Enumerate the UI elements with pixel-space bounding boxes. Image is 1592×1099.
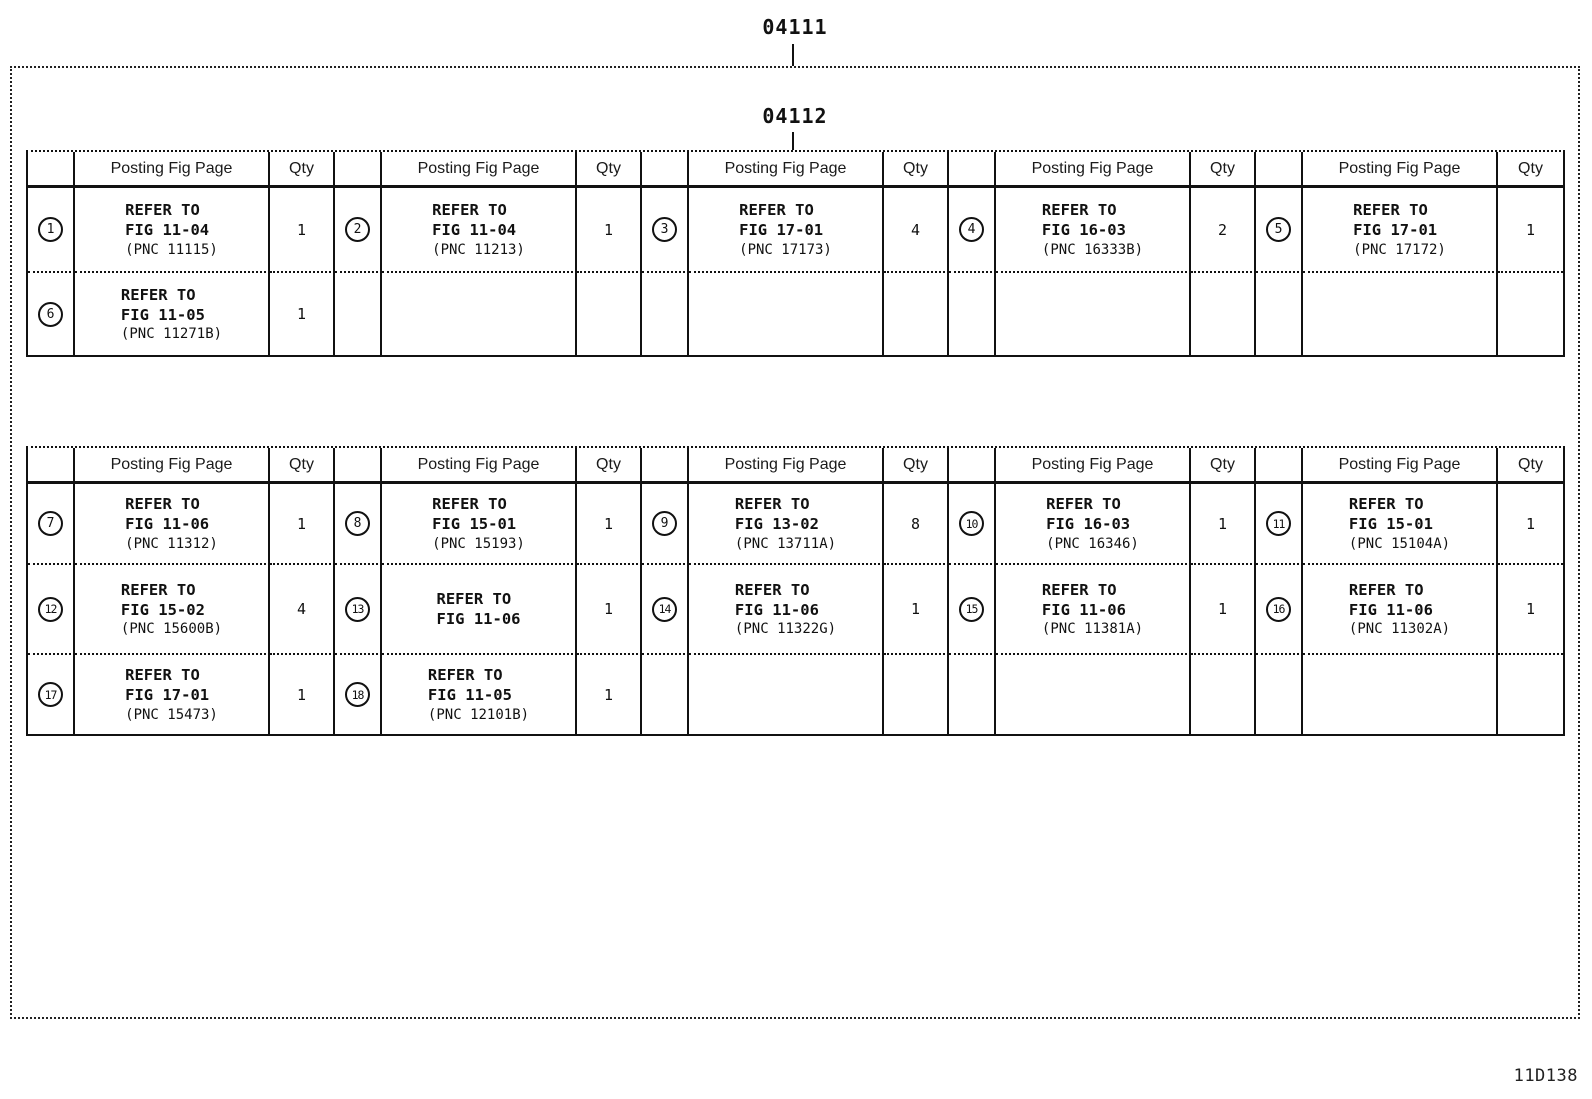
- refer-to-line: REFER TO: [120, 580, 196, 599]
- callout-cell: [28, 655, 75, 734]
- fig-number-line: FIG 15-02: [120, 600, 205, 619]
- callout-number-circle: 4: [959, 217, 984, 242]
- reference-table-2: [26, 446, 1565, 736]
- qty-value: 1: [1217, 514, 1228, 533]
- callout-number-circle: 1: [38, 217, 63, 242]
- refer-to-line: REFER TO: [125, 201, 200, 220]
- column-header-qty: Qty: [577, 448, 642, 484]
- qty-cell: [1191, 484, 1256, 565]
- callout-cell: [642, 484, 689, 565]
- qty-value: 1: [1217, 600, 1228, 618]
- header-spacer-cell: [642, 152, 689, 188]
- qty-cell: [884, 655, 949, 734]
- column-header-qty: Qty: [577, 152, 642, 188]
- qty-value: 1: [1525, 600, 1536, 618]
- header-spacer-cell: [642, 448, 689, 484]
- header-spacer-cell: [28, 152, 75, 188]
- pnc-line: (PNC 11213): [432, 241, 525, 258]
- pnc-line: (PNC 15193): [432, 535, 525, 552]
- figure-reference-cell[interactable]: [1303, 565, 1498, 655]
- callout-cell: [28, 273, 75, 355]
- fig-number-line: FIG 11-05: [427, 686, 512, 705]
- callout-cell: [949, 484, 996, 565]
- figure-reference-text: [1042, 580, 1143, 638]
- callout-number-circle: 7: [38, 511, 63, 536]
- qty-cell: [270, 655, 335, 734]
- figure-reference-cell[interactable]: [75, 655, 270, 734]
- figure-reference-cell[interactable]: [382, 565, 577, 655]
- callout-number-circle: 10: [959, 511, 984, 536]
- assembly-code-label: 04111: [762, 15, 828, 39]
- pnc-line: (PNC 15600B): [120, 621, 223, 638]
- figure-reference-text: [1349, 494, 1450, 552]
- header-spacer-cell: [1256, 152, 1303, 188]
- figure-reference-cell[interactable]: [996, 484, 1191, 565]
- fig-number-line: FIG 17-01: [739, 221, 824, 240]
- callout-cell: [642, 273, 689, 355]
- refer-to-line: REFER TO: [427, 666, 503, 685]
- callout-cell: [335, 273, 382, 355]
- figure-reference-cell[interactable]: [689, 484, 884, 565]
- callout-number-circle: 17: [38, 682, 63, 707]
- pnc-line: (PNC 17173): [739, 241, 832, 258]
- callout-cell: [949, 273, 996, 355]
- qty-cell: [884, 273, 949, 355]
- callout-cell: [28, 484, 75, 565]
- fig-number-line: FIG 11-04: [125, 221, 210, 240]
- pnc-line: (PNC 17172): [1353, 241, 1446, 258]
- refer-to-line: REFER TO: [432, 495, 507, 514]
- fig-number-line: FIG 15-01: [1348, 515, 1433, 534]
- figure-reference-cell[interactable]: [1303, 484, 1498, 565]
- figure-reference-text: [437, 589, 521, 629]
- figure-reference-text: [121, 580, 222, 638]
- header-spacer-cell: [949, 152, 996, 188]
- fig-number-line: FIG 16-03: [1046, 515, 1131, 534]
- pnc-line: (PNC 15473): [125, 706, 218, 723]
- qty-value: 2: [1217, 220, 1228, 239]
- callout-number-circle: 13: [345, 597, 370, 622]
- fig-number-line: FIG 11-05: [120, 305, 205, 324]
- qty-cell: [270, 565, 335, 655]
- qty-cell: [270, 273, 335, 355]
- qty-cell: [884, 565, 949, 655]
- pnc-line: (PNC 13711A): [734, 535, 837, 552]
- callout-number-circle: 5: [1266, 217, 1291, 242]
- qty-value: 1: [296, 305, 307, 323]
- qty-cell: [577, 484, 642, 565]
- subassembly-code-leader-line: [792, 132, 794, 150]
- figure-reference-text: [121, 285, 222, 343]
- figure-reference-cell[interactable]: [996, 565, 1191, 655]
- figure-reference-cell: [1303, 655, 1498, 734]
- callout-number-circle: 6: [38, 302, 63, 327]
- figure-reference-cell[interactable]: [382, 655, 577, 734]
- figure-reference-cell[interactable]: [689, 565, 884, 655]
- callout-cell: [335, 188, 382, 273]
- refer-to-line: REFER TO: [125, 495, 200, 514]
- pnc-line: (PNC 11115): [125, 241, 218, 258]
- qty-cell: [1191, 273, 1256, 355]
- callout-number-circle: 3: [652, 217, 677, 242]
- pnc-line: (PNC 16333B): [1041, 241, 1144, 258]
- column-header-posting-fig-page: Posting Fig Page: [689, 448, 884, 484]
- pnc-line: (PNC 11302A): [1348, 621, 1451, 638]
- pnc-line: (PNC 11322G): [734, 621, 837, 638]
- qty-cell: [577, 188, 642, 273]
- callout-cell: [335, 655, 382, 734]
- qty-value: 1: [603, 514, 614, 533]
- column-header-posting-fig-page: Posting Fig Page: [382, 152, 577, 188]
- figure-reference-text: [428, 665, 529, 723]
- column-header-posting-fig-page: Posting Fig Page: [1303, 152, 1498, 188]
- fig-number-line: FIG 11-06: [1041, 600, 1126, 619]
- figure-reference-cell[interactable]: [689, 188, 884, 273]
- column-header-qty: Qty: [270, 152, 335, 188]
- refer-to-line: REFER TO: [1348, 495, 1424, 514]
- assembly-code-leader-line: [792, 44, 794, 66]
- callout-cell: [949, 655, 996, 734]
- figure-reference-cell[interactable]: [382, 188, 577, 273]
- figure-reference-cell[interactable]: [75, 565, 270, 655]
- column-header-posting-fig-page: Posting Fig Page: [1303, 448, 1498, 484]
- qty-cell: [577, 565, 642, 655]
- figure-reference-text: [432, 200, 525, 258]
- qty-value: 1: [603, 685, 614, 704]
- callout-cell: [642, 188, 689, 273]
- figure-reference-text: [1353, 200, 1446, 258]
- callout-cell: [949, 188, 996, 273]
- column-header-qty: Qty: [1191, 448, 1256, 484]
- figure-reference-cell[interactable]: [1303, 188, 1498, 273]
- callout-cell: [1256, 484, 1303, 565]
- fig-number-line: FIG 11-06: [436, 610, 521, 628]
- qty-value: 1: [603, 220, 614, 239]
- reference-table-1: [26, 150, 1565, 357]
- fig-number-line: FIG 11-06: [1348, 600, 1433, 619]
- fig-number-line: FIG 15-01: [432, 515, 517, 534]
- qty-value: 1: [603, 600, 614, 618]
- figure-reference-text: [1042, 200, 1143, 258]
- pnc-line: (PNC 11381A): [1041, 621, 1144, 638]
- qty-cell: [1498, 273, 1563, 355]
- figure-reference-cell[interactable]: [75, 484, 270, 565]
- qty-cell: [270, 188, 335, 273]
- qty-cell: [1498, 655, 1563, 734]
- pnc-line: (PNC 16346): [1046, 535, 1139, 552]
- figure-reference-cell: [996, 655, 1191, 734]
- header-spacer-cell: [28, 448, 75, 484]
- figure-reference-text: [1046, 494, 1139, 552]
- callout-cell: [335, 484, 382, 565]
- pnc-line: (PNC 15104A): [1348, 535, 1451, 552]
- fig-number-line: FIG 11-06: [125, 515, 210, 534]
- callout-cell: [1256, 655, 1303, 734]
- refer-to-line: REFER TO: [436, 589, 512, 608]
- figure-reference-cell: [382, 273, 577, 355]
- qty-value: 1: [296, 514, 307, 533]
- column-header-posting-fig-page: Posting Fig Page: [996, 152, 1191, 188]
- qty-cell: [1191, 188, 1256, 273]
- qty-value: 8: [910, 514, 921, 533]
- column-header-posting-fig-page: Posting Fig Page: [75, 152, 270, 188]
- qty-cell: [577, 655, 642, 734]
- column-header-posting-fig-page: Posting Fig Page: [382, 448, 577, 484]
- figure-reference-text: [735, 494, 836, 552]
- refer-to-line: REFER TO: [739, 201, 814, 220]
- figure-reference-text: [739, 200, 832, 258]
- callout-number-circle: 14: [652, 597, 677, 622]
- header-spacer-cell: [335, 448, 382, 484]
- header-spacer-cell: [1256, 448, 1303, 484]
- column-header-posting-fig-page: Posting Fig Page: [689, 152, 884, 188]
- figure-reference-text: [125, 200, 218, 258]
- column-header-qty: Qty: [884, 152, 949, 188]
- figure-reference-cell: [689, 655, 884, 734]
- refer-to-line: REFER TO: [1046, 495, 1121, 514]
- figure-reference-cell: [689, 273, 884, 355]
- callout-cell: [642, 565, 689, 655]
- fig-number-line: FIG 17-01: [1353, 221, 1438, 240]
- figure-reference-text: [125, 494, 218, 552]
- qty-cell: [1191, 655, 1256, 734]
- refer-to-line: REFER TO: [125, 666, 200, 685]
- column-header-posting-fig-page: Posting Fig Page: [996, 448, 1191, 484]
- qty-cell: [884, 188, 949, 273]
- qty-value: 1: [296, 220, 307, 239]
- pnc-line: (PNC 11271B): [120, 326, 223, 343]
- refer-to-line: REFER TO: [1041, 201, 1117, 220]
- callout-number-circle: 15: [959, 597, 984, 622]
- column-header-qty: Qty: [1191, 152, 1256, 188]
- column-header-posting-fig-page: Posting Fig Page: [75, 448, 270, 484]
- callout-number-circle: 8: [345, 511, 370, 536]
- refer-to-line: REFER TO: [734, 495, 810, 514]
- refer-to-line: REFER TO: [432, 201, 507, 220]
- refer-to-line: REFER TO: [1353, 201, 1428, 220]
- callout-cell: [642, 655, 689, 734]
- figure-reference-text: [432, 494, 525, 552]
- qty-cell: [577, 273, 642, 355]
- fig-number-line: FIG 17-01: [125, 686, 210, 705]
- callout-number-circle: 2: [345, 217, 370, 242]
- column-header-qty: Qty: [1498, 448, 1563, 484]
- refer-to-line: REFER TO: [120, 285, 196, 304]
- header-spacer-cell: [335, 152, 382, 188]
- qty-cell: [1498, 188, 1563, 273]
- subassembly-code-label: 04112: [762, 104, 828, 128]
- figure-reference-cell[interactable]: [382, 484, 577, 565]
- figure-reference-text: [1349, 580, 1450, 638]
- callout-number-circle: 11: [1266, 511, 1291, 536]
- qty-value: 1: [1525, 514, 1536, 533]
- pnc-line: (PNC 11312): [125, 535, 218, 552]
- figure-reference-text: [125, 665, 218, 723]
- qty-cell: [1498, 565, 1563, 655]
- qty-cell: [270, 484, 335, 565]
- refer-to-line: REFER TO: [1041, 580, 1117, 599]
- callout-cell: [949, 565, 996, 655]
- callout-cell: [1256, 565, 1303, 655]
- qty-value: 4: [296, 600, 307, 618]
- callout-cell: [1256, 273, 1303, 355]
- figure-reference-cell[interactable]: [996, 188, 1191, 273]
- figure-reference-text: [735, 580, 836, 638]
- drawing-code-label: 11D138: [1513, 1066, 1578, 1086]
- fig-number-line: FIG 11-06: [734, 600, 819, 619]
- fig-number-line: FIG 13-02: [734, 515, 819, 534]
- callout-number-circle: 18: [345, 682, 370, 707]
- header-spacer-cell: [949, 448, 996, 484]
- callout-cell: [28, 188, 75, 273]
- fig-number-line: FIG 16-03: [1041, 221, 1126, 240]
- callout-cell: [1256, 188, 1303, 273]
- qty-value: 1: [910, 600, 921, 618]
- callout-cell: [28, 565, 75, 655]
- callout-number-circle: 9: [652, 511, 677, 536]
- column-header-qty: Qty: [270, 448, 335, 484]
- fig-number-line: FIG 11-04: [432, 221, 517, 240]
- callout-cell: [335, 565, 382, 655]
- callout-number-circle: 16: [1266, 597, 1291, 622]
- figure-reference-cell[interactable]: [75, 188, 270, 273]
- callout-number-circle: 12: [38, 597, 63, 622]
- pnc-line: (PNC 12101B): [427, 706, 530, 723]
- figure-reference-cell[interactable]: [75, 273, 270, 355]
- qty-cell: [1191, 565, 1256, 655]
- column-header-qty: Qty: [884, 448, 949, 484]
- figure-reference-cell: [1303, 273, 1498, 355]
- qty-value: 1: [1525, 220, 1536, 239]
- figure-reference-cell: [996, 273, 1191, 355]
- refer-to-line: REFER TO: [1348, 580, 1424, 599]
- qty-cell: [1498, 484, 1563, 565]
- qty-value: 1: [296, 685, 307, 704]
- qty-cell: [884, 484, 949, 565]
- qty-value: 4: [910, 220, 921, 239]
- column-header-qty: Qty: [1498, 152, 1563, 188]
- refer-to-line: REFER TO: [734, 580, 810, 599]
